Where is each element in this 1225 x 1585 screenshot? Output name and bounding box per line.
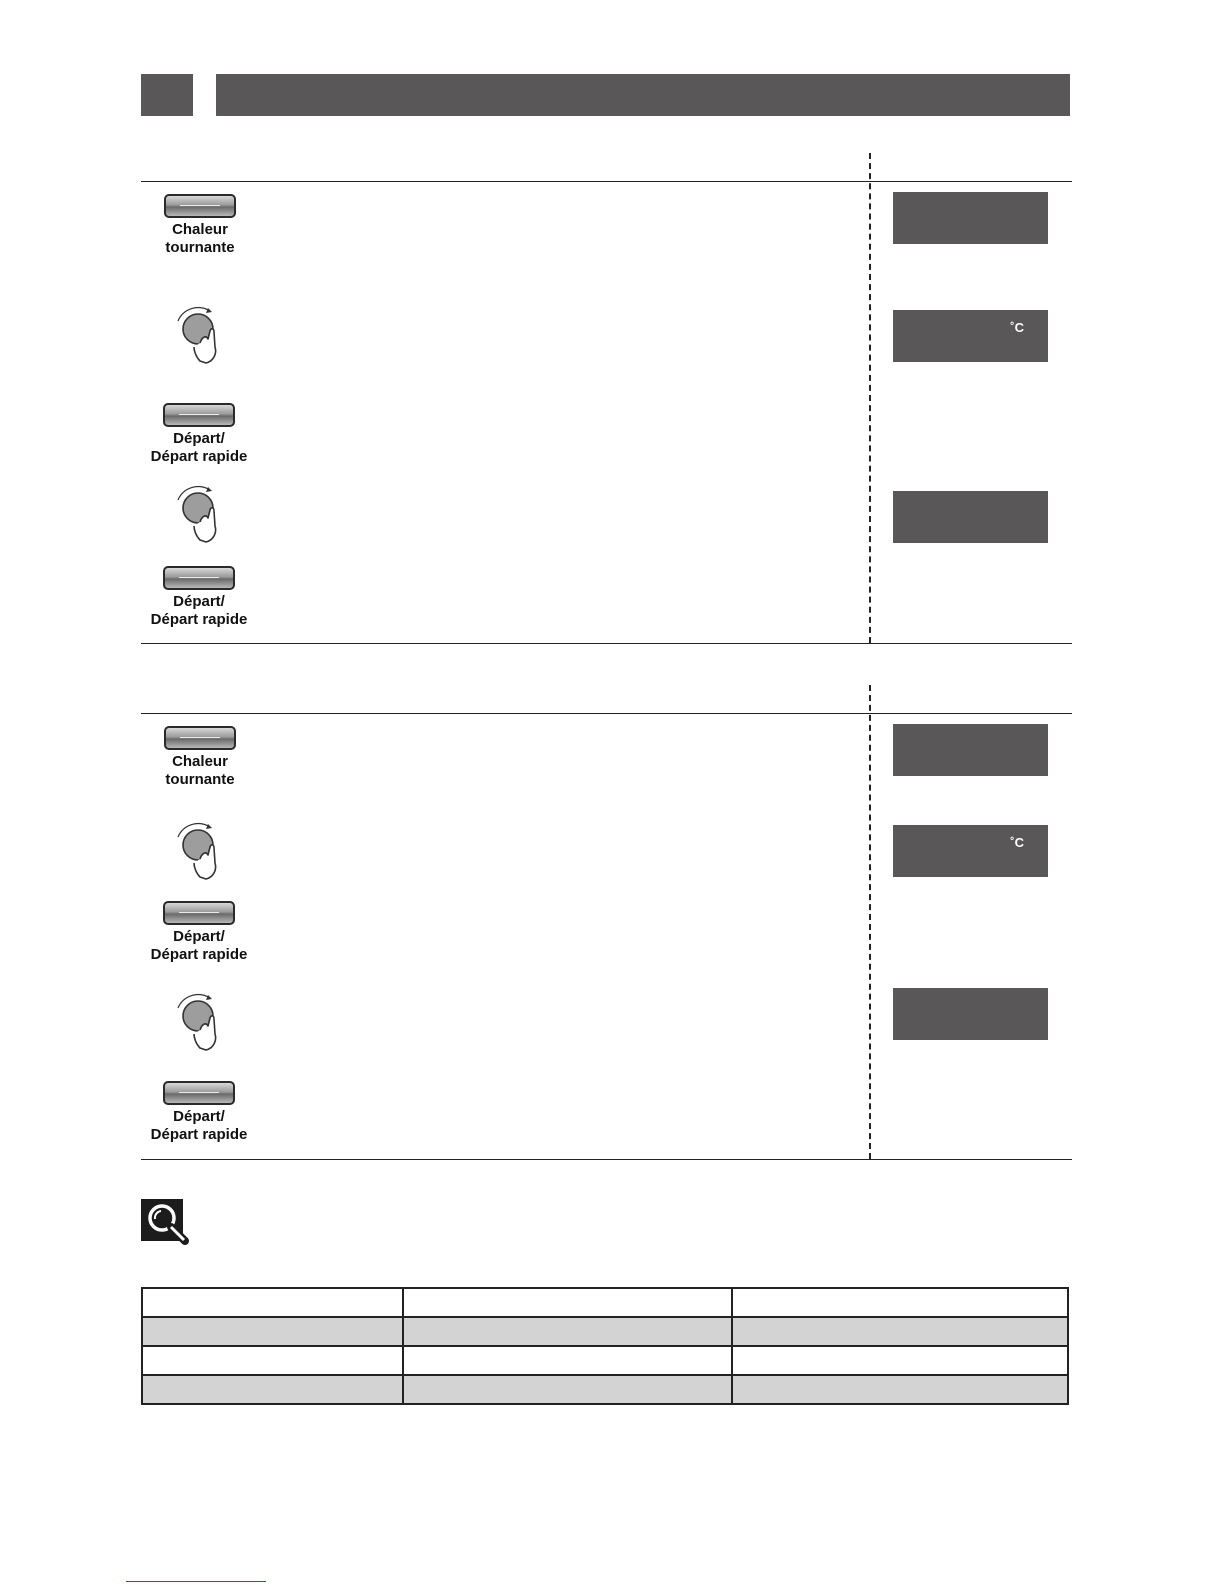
page-title-bar: [216, 74, 1070, 116]
magnifier-icon: [141, 1199, 191, 1245]
table-cell: [403, 1288, 732, 1317]
step-chaleur-tournante: [135, 194, 265, 257]
table-cell: [142, 1375, 403, 1404]
chaleur-tournante-label: Chaleur tournante: [165, 221, 235, 256]
oven-display: [893, 491, 1048, 543]
depart-label: Départ/ Départ rapide: [150, 593, 248, 628]
section-1-bottom-rule: [141, 643, 1072, 644]
info-table: [141, 1287, 1069, 1405]
step-depart-1: [134, 901, 264, 964]
oven-display-temperature: [893, 310, 1048, 362]
table-cell: [142, 1317, 403, 1346]
page-number-box: [141, 74, 193, 116]
table-cell: [403, 1317, 732, 1346]
step-depart-1: [134, 403, 264, 466]
chaleur-tournante-label: Chaleur tournante: [165, 753, 235, 788]
table-cell: [732, 1346, 1068, 1375]
oven-display: [893, 192, 1048, 244]
depart-button[interactable]: [163, 566, 235, 590]
section-1-top-rule: [141, 181, 1072, 182]
table-cell: [403, 1346, 732, 1375]
display-text: ˚C: [1010, 320, 1024, 335]
table-row: [142, 1288, 1068, 1317]
step-depart-2: [134, 566, 264, 629]
section-2-bottom-rule: [141, 1159, 1072, 1160]
table-cell: [142, 1288, 403, 1317]
table-row: [142, 1375, 1068, 1404]
table-cell: [732, 1317, 1068, 1346]
rotary-dial-hand-icon[interactable]: [170, 482, 230, 546]
chaleur-tournante-button[interactable]: [164, 726, 236, 750]
table-cell: [403, 1375, 732, 1404]
table-cell: [732, 1288, 1068, 1317]
step-depart-2: [134, 1081, 264, 1144]
rotary-dial-hand-icon[interactable]: [170, 303, 230, 367]
chaleur-tournante-button[interactable]: [164, 194, 236, 218]
depart-button[interactable]: [163, 901, 235, 925]
section-2-top-rule: [141, 713, 1072, 714]
table-row: [142, 1317, 1068, 1346]
oven-display: [893, 988, 1048, 1040]
depart-label: Départ/ Départ rapide: [150, 928, 248, 963]
depart-label: Départ/ Départ rapide: [150, 430, 248, 465]
table-cell: [142, 1346, 403, 1375]
table-row: [142, 1346, 1068, 1375]
depart-button[interactable]: [163, 403, 235, 427]
oven-display-temperature: [893, 825, 1048, 877]
step-chaleur-tournante: [135, 726, 265, 789]
oven-display: [893, 724, 1048, 776]
rotary-dial-hand-icon[interactable]: [170, 990, 230, 1054]
display-text: ˚C: [1010, 835, 1024, 850]
footer-link[interactable]: [126, 1581, 266, 1582]
depart-label: Départ/ Départ rapide: [150, 1108, 248, 1143]
table-cell: [732, 1375, 1068, 1404]
section-1-column-divider: [869, 153, 871, 643]
section-2-column-divider: [869, 685, 871, 1159]
rotary-dial-hand-icon[interactable]: [170, 819, 230, 883]
depart-button[interactable]: [163, 1081, 235, 1105]
